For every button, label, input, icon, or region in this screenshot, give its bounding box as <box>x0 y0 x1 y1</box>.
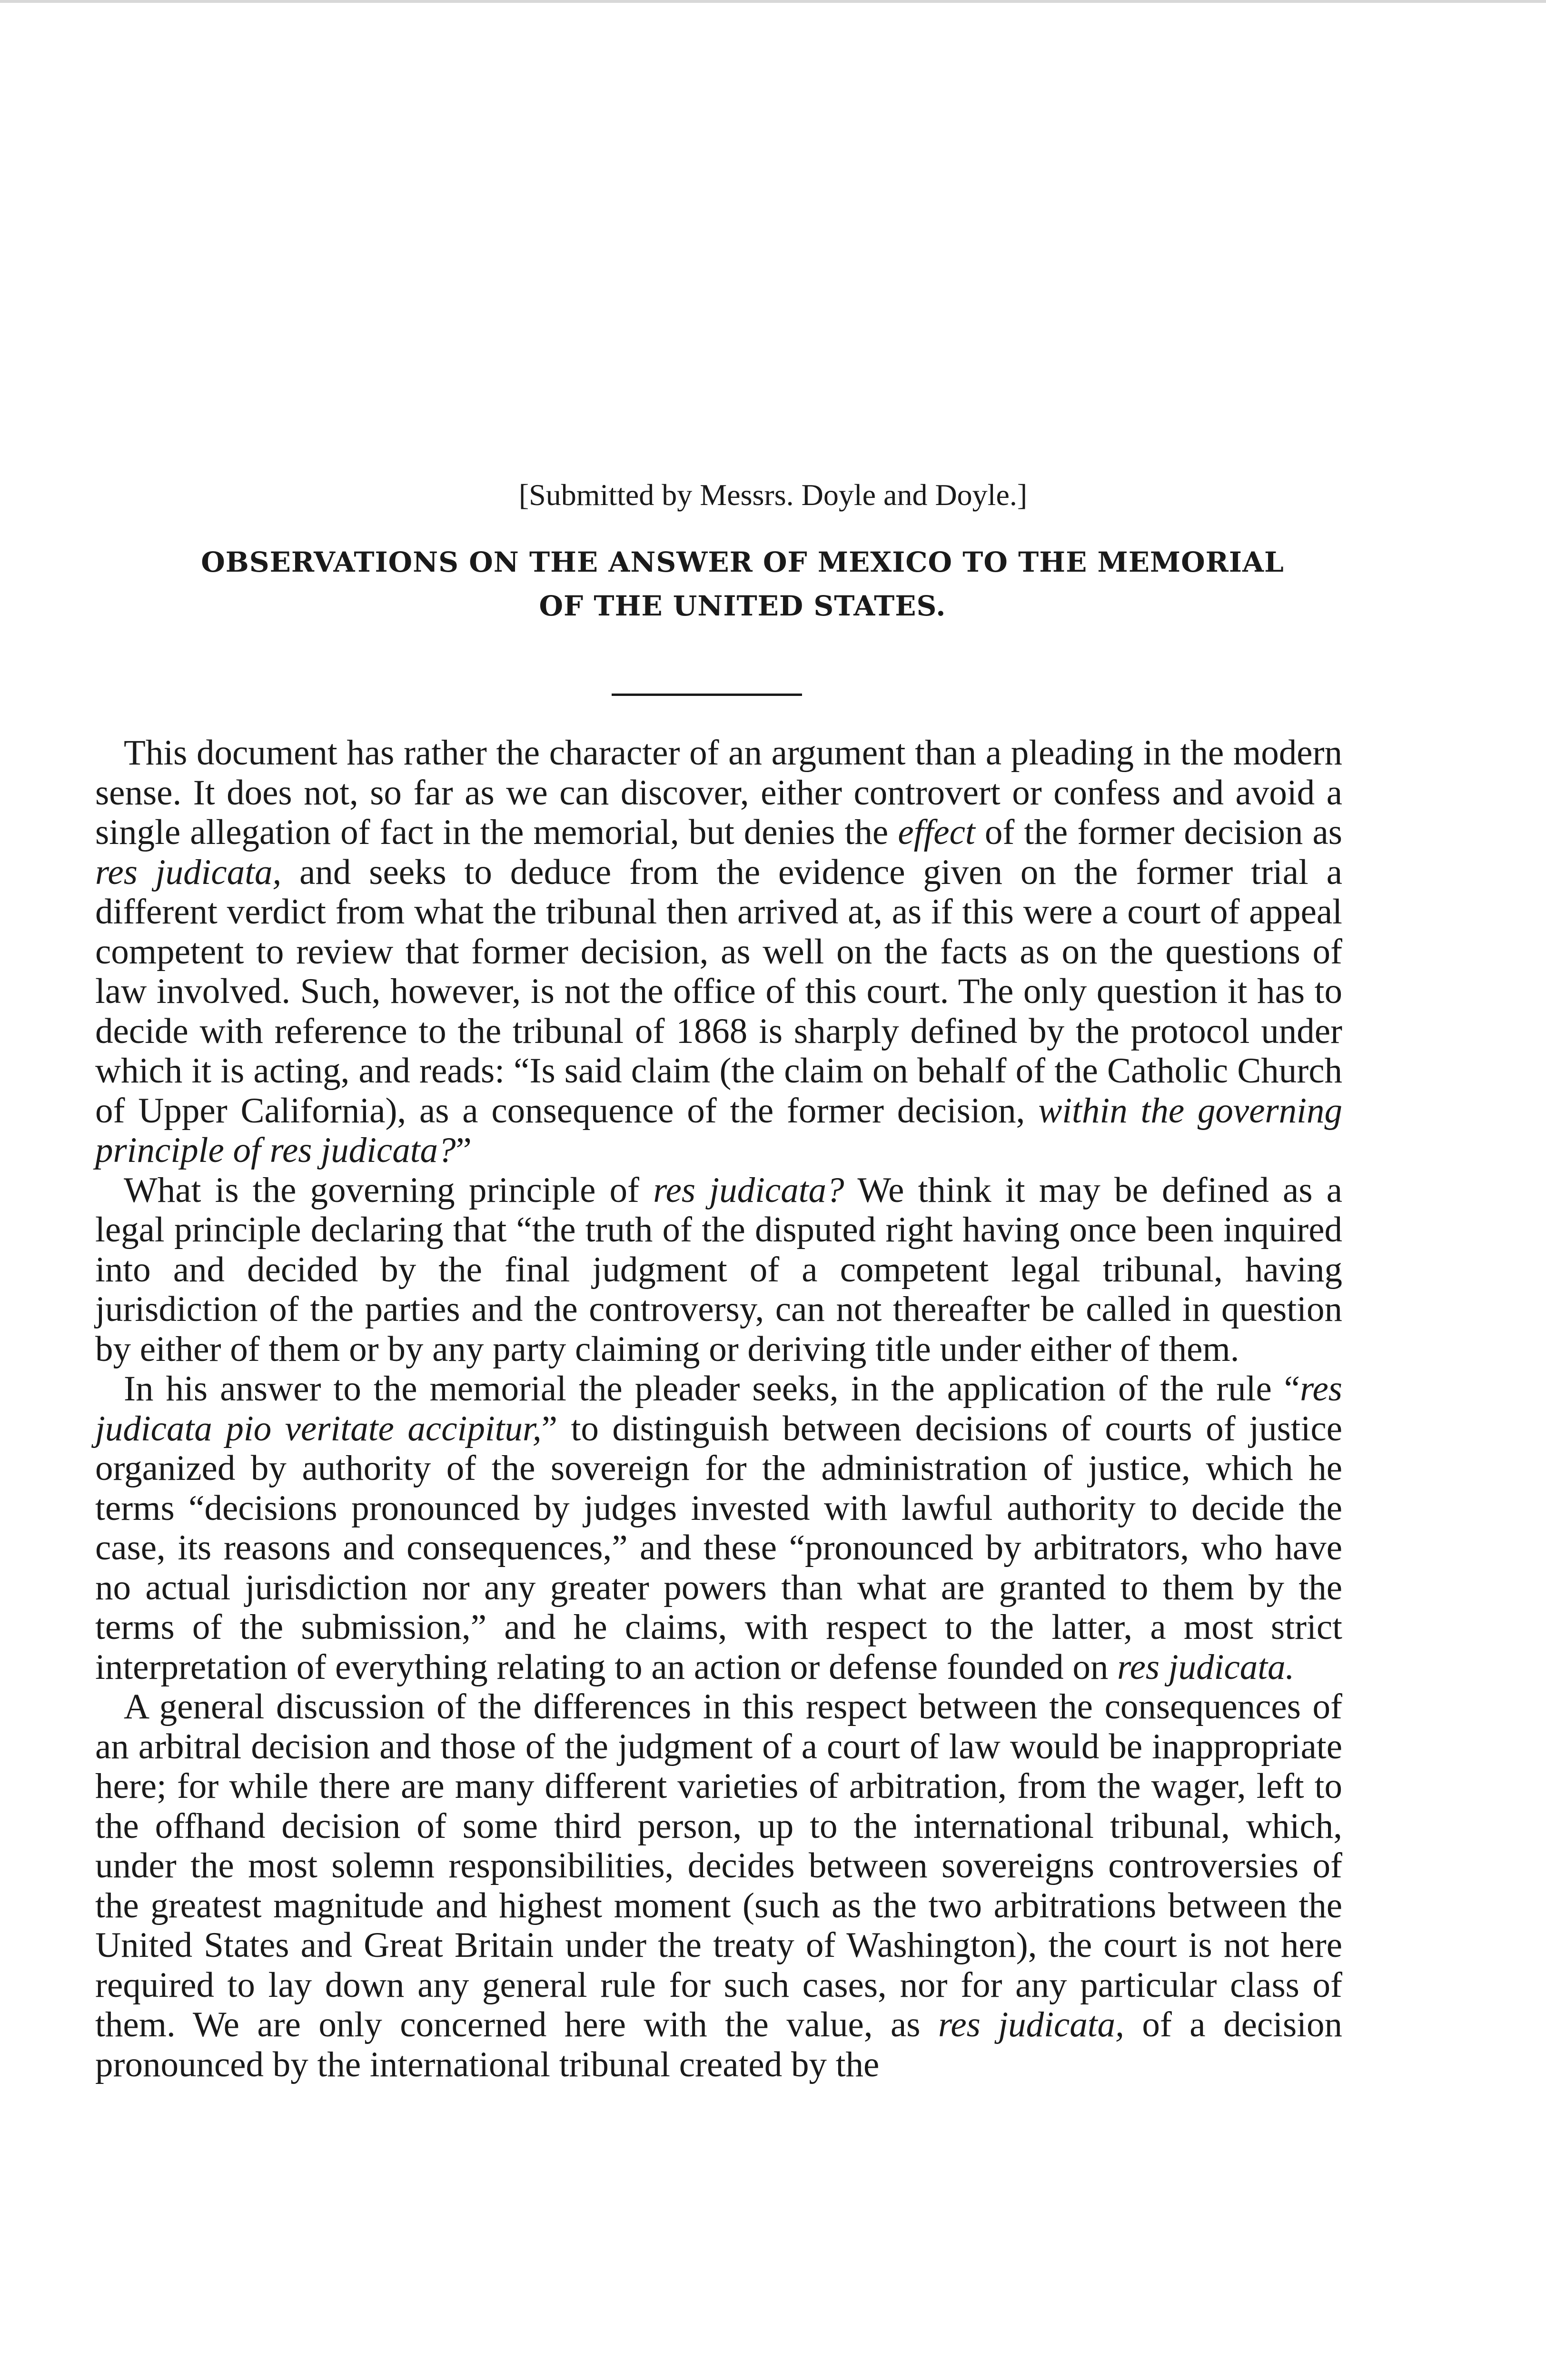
paragraph-1-italic-3: within the governing principle of res judicata? <box>95 1091 1343 1170</box>
top-edge-rule <box>0 0 1546 3</box>
paragraph-2-italic-1: res judicata? <box>653 1170 844 1210</box>
paragraph-1-text-4: ” <box>456 1130 472 1170</box>
paragraph-4-text-1: A general discussion of the differences in this respect between the consequences of an arbitral decision and those of the judgment of a court of law would be inappropriate here; for while there are many different varieties of arbitration, from the wager, left to the offhand decision of some third person, up to the international tribunal, which, under the most solemn responsibilities, decides between sovereigns controversies of the greatest magnitude and highest moment (such as the two arbitrations between the United States and Great Britain under the treaty of Washington), the court is not here required to lay down any general rule for such cases, nor for any particular class of them. We are only concerned here with the value, as <box>95 1687 1342 2044</box>
body-text <box>95 733 1342 2084</box>
title-divider-rule <box>612 694 802 696</box>
paragraph-3-text-1: In his answer to the memorial the pleader seeks, in the application of the rule “ <box>124 1369 1300 1408</box>
title-line-2: OF THE UNITED STATES. <box>539 590 946 622</box>
document-title <box>71 540 1414 628</box>
paragraph-2-text-2: We think it may be defined as a legal principle declaring that “the truth of the disputed right having once been inquired into and decided by the final judgment of a competent legal tribunal, having jurisdiction of the parties and the controversy, can not thereafter be called in question by either of them or by any party claiming or deriving title under either of them. <box>95 1170 1342 1369</box>
paragraph-2 <box>95 1170 1342 1369</box>
paragraph-1-italic-2: res judicata, <box>95 852 282 892</box>
paragraph-3 <box>95 1369 1342 1687</box>
title-line-1: OBSERVATIONS ON THE ANSWER OF MEXICO TO THE MEMORIAL <box>201 546 1284 578</box>
paragraph-3-italic-2: res judicata. <box>1117 1647 1295 1687</box>
paragraph-1-italic-1: effect <box>898 813 975 852</box>
paragraph-1 <box>95 733 1342 1170</box>
paragraph-4-text-2: of a decision pronounced by the international tribunal created by the <box>95 2005 1343 2084</box>
paragraph-3-italic-1: res judicata pio veritate accipitur, <box>95 1369 1342 1448</box>
paragraph-1-text-3: and seeks to deduce from the evidence given on the former trial a different verdict from what the tribunal then arrived at, as if this were a court of appeal competent to review that former decision, as well on the facts as on the questions of law involved. Such, however, is not the office of this court. The only question it has to decide with reference to the tribunal of 1868 is sharply defined by the protocol under which it is acting, and reads: “Is said claim (the claim on behalf of the Catholic Church of Upper California), as a consequence of the former decision, <box>95 852 1342 1130</box>
paragraph-3-text-2: ” to distinguish between decisions of courts of justice organized by authority of the sovereign for the administration of justice, which he terms “decisions pronounced by judges invested with lawful authority to decide the case, its reasons and consequences,” and these “pronounced by arbitrators, who have no actual jurisdiction nor any greater powers than what are granted to them by the terms of the submission,” and he claims, with respect to the latter, a most strict interpretation of everything relating to an action or defense founded on <box>95 1408 1343 1687</box>
submitted-note: [Submitted by Messrs. Doyle and Doyle.] <box>518 478 1028 512</box>
paragraph-4 <box>95 1687 1342 2084</box>
paragraph-2-text-1: What is the governing principle of <box>124 1170 654 1210</box>
paragraph-1-text-2: of the former decision as <box>975 813 1342 852</box>
paragraph-1-text-1: This document has rather the character of an argument than a pleading in the modern sense. It does not, so far as we can discover, either controvert or confess and avoid a single allegation of fact in the memorial, but denies the <box>95 733 1342 852</box>
paragraph-4-italic-1: res judicata, <box>938 2005 1124 2044</box>
